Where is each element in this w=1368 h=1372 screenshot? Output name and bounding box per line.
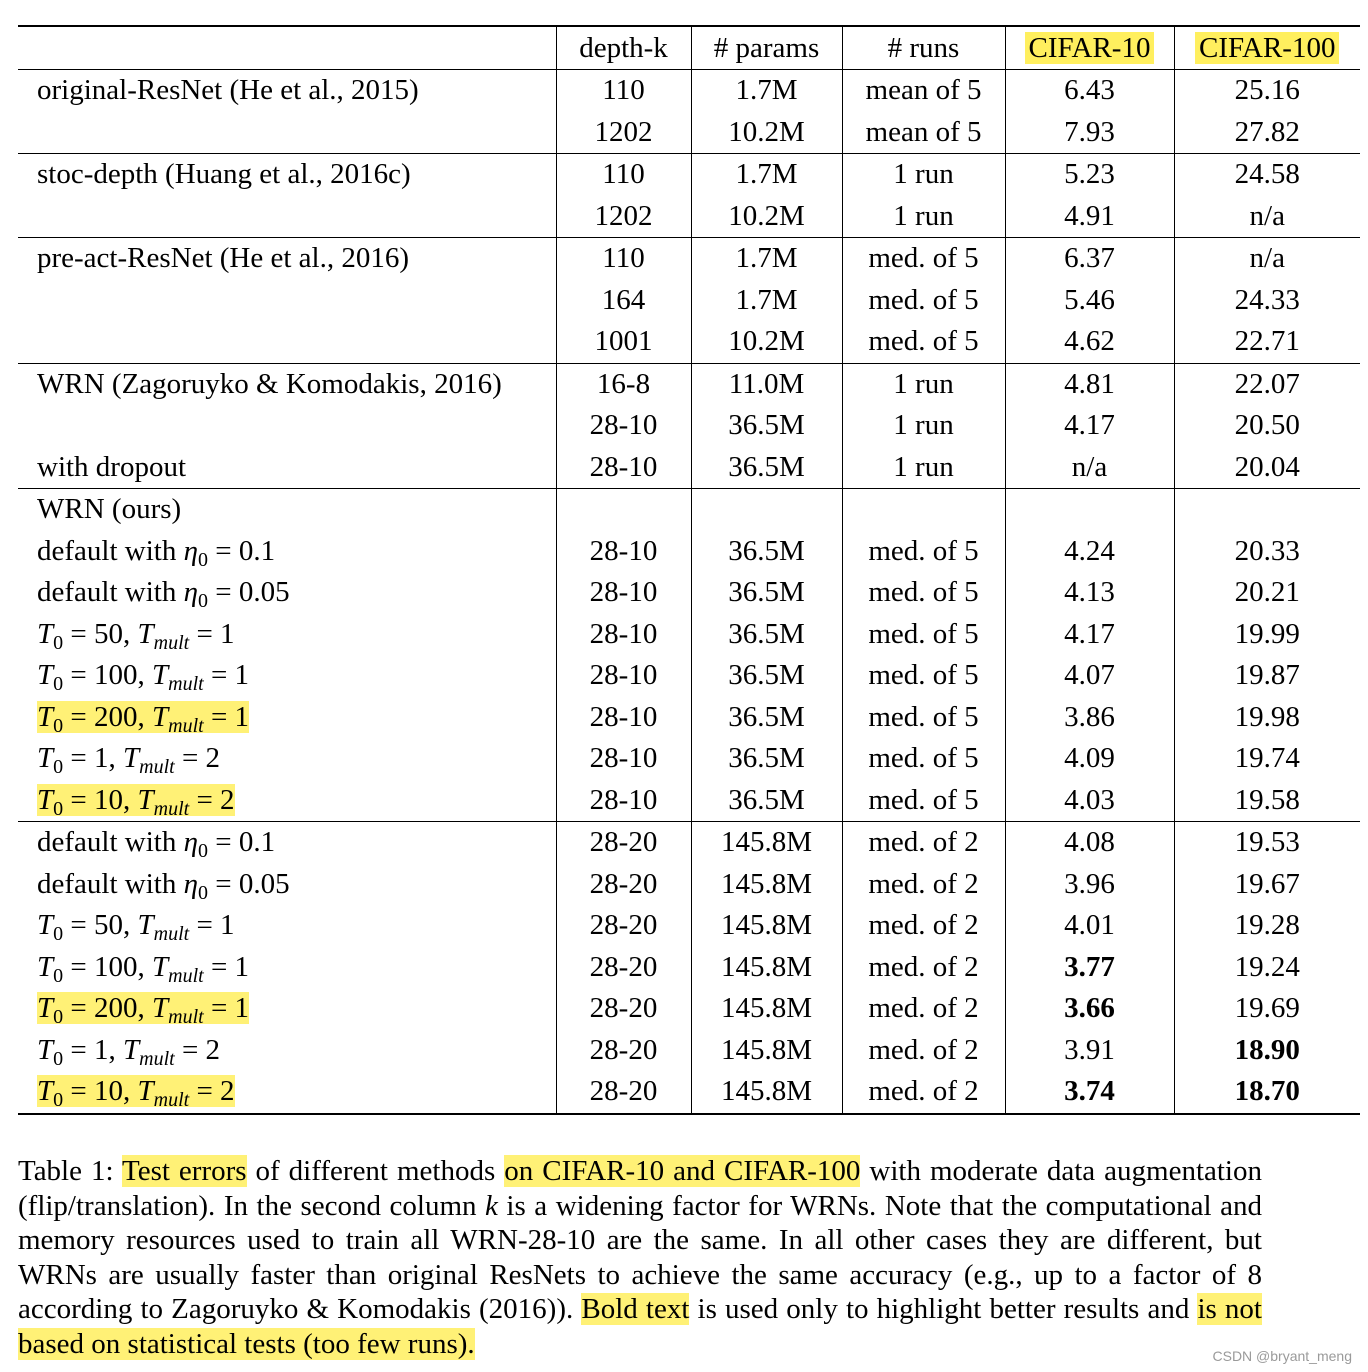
method-label: default with $\eta_0 = 0.1$ [37,826,276,862]
cifar10-cell: 4.24 [1005,531,1174,573]
runs-cell: med. of 5 [842,572,1005,614]
cifar10-cell: 4.91 [1005,196,1174,238]
method-label: $T_0 = 200$, $T_{mult} = 1$ [37,700,250,737]
method-label: $T_0 = 50$, $T_{mult} = 1$ [37,909,235,945]
runs-cell: med. of 5 [842,280,1005,322]
cifar10-cell: 3.66 [1005,988,1174,1030]
depth-cell: 28-20 [556,864,691,906]
method-cell [18,905,556,947]
method-cell [18,405,556,447]
params-cell: 36.5M [691,405,842,447]
method-cell [18,697,556,739]
cifar10-cell: 3.74 [1005,1071,1174,1114]
table-row [18,614,1360,656]
cifar100-cell: 20.04 [1174,447,1360,489]
caption-text: Table 1: [18,1155,123,1187]
method-cell [18,280,556,322]
caption-highlight: on CIFAR-10 and CIFAR-100 [504,1155,861,1187]
params-cell: 36.5M [691,738,842,780]
results-table [18,25,1360,1115]
table-row [18,363,1360,405]
header-depth-text: depth-k [579,32,668,64]
table-row [18,947,1360,989]
method-cell [18,822,556,864]
cifar100-cell: 19.99 [1174,614,1360,656]
method-cell [18,780,556,822]
method-cell [18,489,556,531]
runs-cell [842,489,1005,531]
table-row [18,697,1360,739]
cifar100-cell: 19.67 [1174,864,1360,906]
cifar100-cell: 19.74 [1174,738,1360,780]
params-cell: 145.8M [691,905,842,947]
runs-cell: med. of 5 [842,614,1005,656]
cifar100-cell: 19.53 [1174,822,1360,864]
params-cell: 145.8M [691,822,842,864]
depth-cell: 28-20 [556,1030,691,1072]
depth-cell: 28-10 [556,447,691,489]
cifar10-cell: n/a [1005,447,1174,489]
header-runs [842,26,1005,70]
method-label: default with $\eta_0 = 0.05$ [37,576,290,612]
method-label: WRN (Zagoruyko & Komodakis, 2016) [37,367,502,400]
params-cell: 36.5M [691,780,842,822]
runs-cell: mean of 5 [842,112,1005,154]
params-cell: 36.5M [691,531,842,573]
method-cell [18,363,556,405]
table-row [18,280,1360,322]
table-caption [18,1154,1262,1361]
method-label: $T_0 = 10$, $T_{mult} = 2$ [37,1075,235,1111]
table-row [18,321,1360,363]
params-cell: 36.5M [691,447,842,489]
params-cell: 145.8M [691,947,842,989]
runs-cell: med. of 5 [842,321,1005,363]
method-cell [18,572,556,614]
depth-cell: 28-20 [556,947,691,989]
cifar100-cell: 25.16 [1174,70,1360,112]
cifar10-cell: 5.46 [1005,280,1174,322]
method-cell [18,112,556,154]
method-label: $T_0 = 100$, $T_{mult} = 1$ [37,950,250,987]
method-cell [18,614,556,656]
cifar100-cell: n/a [1174,238,1360,280]
cifar10-cell: 7.93 [1005,112,1174,154]
params-cell: 1.7M [691,280,842,322]
runs-cell: med. of 2 [842,1030,1005,1072]
depth-cell: 28-10 [556,697,691,739]
runs-cell: 1 run [842,447,1005,489]
cifar10-cell [1005,489,1174,531]
cifar100-cell: 19.87 [1174,655,1360,697]
runs-cell: med. of 5 [842,238,1005,280]
depth-cell: 28-10 [556,655,691,697]
cifar100-cell: 24.33 [1174,280,1360,322]
method-label: original-ResNet (He et al., 2015) [37,74,419,106]
table-row [18,738,1360,780]
runs-cell: 1 run [842,405,1005,447]
depth-cell: 110 [556,154,691,196]
cifar10-cell: 3.96 [1005,864,1174,906]
depth-cell: 28-10 [556,531,691,573]
depth-cell: 16-8 [556,363,691,405]
cifar100-cell: 18.70 [1174,1071,1360,1114]
caption-text: is a widening factor for WRNs. Note that the computational and memory resources used to train all WRN-28-10 are the same. In all other cases they are different, but WRNs are usually faster than original ResNets to achieve the same accuracy (e.g., up to a factor of 8 according to Zagoruyko & Komodakis (2016)). [18,1189,1262,1325]
header-depth [556,26,691,70]
depth-cell: 164 [556,280,691,322]
header-cifar100-text: CIFAR-100 [1195,32,1339,64]
table-row [18,196,1360,238]
params-cell: 10.2M [691,112,842,154]
method-label: pre-act-ResNet (He et al., 2016) [37,242,410,274]
runs-cell: 1 run [842,196,1005,238]
header-params [691,26,842,70]
table-row [18,70,1360,112]
cifar10-cell: 4.07 [1005,655,1174,697]
cifar100-cell: 18.90 [1174,1030,1360,1072]
table-row [18,655,1360,697]
method-cell [18,988,556,1030]
params-cell: 1.7M [691,154,842,196]
table-row [18,531,1360,573]
table-row [18,1071,1360,1114]
table-row [18,988,1360,1030]
cifar10-cell: 5.23 [1005,154,1174,196]
params-cell: 145.8M [691,988,842,1030]
header-cifar10-text: CIFAR-10 [1025,32,1155,64]
table-row [18,1030,1360,1072]
header-params-text: # params [713,32,820,64]
method-label: $T_0 = 1$, $T_{mult} = 2$ [37,1033,221,1070]
caption-text: of different methods [246,1155,505,1187]
cifar100-cell [1174,489,1360,531]
runs-cell: med. of 2 [842,988,1005,1030]
table-row [18,864,1360,906]
method-cell [18,154,556,196]
cifar100-cell: 20.33 [1174,531,1360,573]
depth-cell: 1202 [556,112,691,154]
depth-cell: 110 [556,70,691,112]
method-cell [18,738,556,780]
runs-cell: med. of 5 [842,531,1005,573]
method-label: with dropout [37,450,187,483]
results-table-container [18,25,1360,1115]
depth-cell: 1202 [556,196,691,238]
cifar10-cell: 4.08 [1005,822,1174,864]
cifar10-cell: 4.81 [1005,363,1174,405]
runs-cell: 1 run [842,154,1005,196]
cifar100-cell: 19.28 [1174,905,1360,947]
cifar10-cell: 4.17 [1005,614,1174,656]
header-cifar100 [1174,26,1360,70]
table-header-row [18,26,1360,70]
method-cell [18,447,556,489]
params-cell: 1.7M [691,238,842,280]
cifar100-cell: 22.07 [1174,363,1360,405]
runs-cell: med. of 5 [842,780,1005,822]
cifar100-cell: 19.58 [1174,780,1360,822]
params-cell: 145.8M [691,1030,842,1072]
cifar10-cell: 4.01 [1005,905,1174,947]
depth-cell: 28-20 [556,1071,691,1114]
method-cell [18,947,556,989]
params-cell: 145.8M [691,864,842,906]
params-cell: 10.2M [691,321,842,363]
method-label: $T_0 = 200$, $T_{mult} = 1$ [37,992,250,1028]
cifar10-cell: 3.91 [1005,1030,1174,1072]
cifar10-cell: 4.13 [1005,572,1174,614]
method-cell [18,864,556,906]
header-method [18,26,556,70]
table-row [18,238,1360,280]
caption-highlight: Test errors [122,1155,247,1187]
params-cell: 1.7M [691,70,842,112]
cifar100-cell: n/a [1174,196,1360,238]
depth-cell: 28-10 [556,405,691,447]
table-body [18,70,1360,1114]
cifar100-cell: 19.98 [1174,697,1360,739]
cifar100-cell: 19.69 [1174,988,1360,1030]
header-runs-text: # runs [887,32,960,64]
depth-cell: 28-20 [556,988,691,1030]
cifar100-cell: 20.50 [1174,405,1360,447]
params-cell [691,489,842,531]
caption-text: is used only to highlight better results and [689,1293,1198,1325]
table-row [18,112,1360,154]
table-row [18,822,1360,864]
table-row [18,780,1360,822]
method-cell [18,1071,556,1114]
params-cell: 36.5M [691,655,842,697]
runs-cell: 1 run [842,363,1005,405]
method-label: $T_0 = 1$, $T_{mult} = 2$ [37,742,221,778]
depth-cell: 28-10 [556,780,691,822]
header-cifar10 [1005,26,1174,70]
table-row [18,154,1360,196]
method-label: WRN (ours) [37,493,182,525]
method-label: stoc-depth (Huang et al., 2016c) [37,158,411,190]
table-row [18,405,1360,447]
cifar100-cell: 24.58 [1174,154,1360,196]
method-cell [18,655,556,697]
cifar100-cell: 20.21 [1174,572,1360,614]
method-label: $T_0 = 50$, $T_{mult} = 1$ [37,617,235,654]
cifar10-cell: 4.62 [1005,321,1174,363]
table-row [18,489,1360,531]
runs-cell: med. of 2 [842,1071,1005,1114]
caption-highlight: Bold text [581,1293,690,1325]
cifar10-cell: 4.03 [1005,780,1174,822]
method-cell [18,70,556,112]
cifar10-cell: 4.09 [1005,738,1174,780]
params-cell: 36.5M [691,572,842,614]
cifar100-cell: 19.24 [1174,947,1360,989]
table-row [18,905,1360,947]
params-cell: 145.8M [691,1071,842,1114]
depth-cell: 28-10 [556,572,691,614]
method-cell [18,531,556,573]
depth-cell [556,489,691,531]
method-label: default with $\eta_0 = 0.05$ [37,867,290,904]
depth-cell: 1001 [556,321,691,363]
runs-cell: med. of 2 [842,822,1005,864]
method-label: $T_0 = 10$, $T_{mult} = 2$ [37,783,235,820]
runs-cell: med. of 5 [842,738,1005,780]
depth-cell: 28-10 [556,738,691,780]
method-cell [18,1030,556,1072]
runs-cell: mean of 5 [842,70,1005,112]
table-row [18,572,1360,614]
method-cell [18,196,556,238]
cifar10-cell: 3.86 [1005,697,1174,739]
params-cell: 11.0M [691,363,842,405]
method-label: default with $\eta_0 = 0.1$ [37,534,276,571]
method-cell [18,238,556,280]
table-row [18,447,1360,489]
caption-highlight: is not based on statistical tests (too few runs). [18,1293,1262,1360]
depth-cell: 28-10 [556,614,691,656]
cifar10-cell: 3.77 [1005,947,1174,989]
cifar100-cell: 22.71 [1174,321,1360,363]
cifar10-cell: 6.43 [1005,70,1174,112]
runs-cell: med. of 2 [842,864,1005,906]
watermark: CSDN @bryant_meng [1212,1348,1352,1364]
params-cell: 10.2M [691,196,842,238]
cifar100-cell: 27.82 [1174,112,1360,154]
cifar10-cell: 4.17 [1005,405,1174,447]
depth-cell: 110 [556,238,691,280]
params-cell: 36.5M [691,614,842,656]
runs-cell: med. of 2 [842,905,1005,947]
runs-cell: med. of 5 [842,697,1005,739]
runs-cell: med. of 5 [842,655,1005,697]
caption-text: k [485,1189,498,1222]
cifar10-cell: 6.37 [1005,238,1174,280]
caption-text: with moderate data augmentation (flip/translation). In the second column [18,1155,1262,1222]
runs-cell: med. of 2 [842,947,1005,989]
method-label: $T_0 = 100$, $T_{mult} = 1$ [37,659,250,695]
depth-cell: 28-20 [556,905,691,947]
method-cell [18,321,556,363]
params-cell: 36.5M [691,697,842,739]
depth-cell: 28-20 [556,822,691,864]
